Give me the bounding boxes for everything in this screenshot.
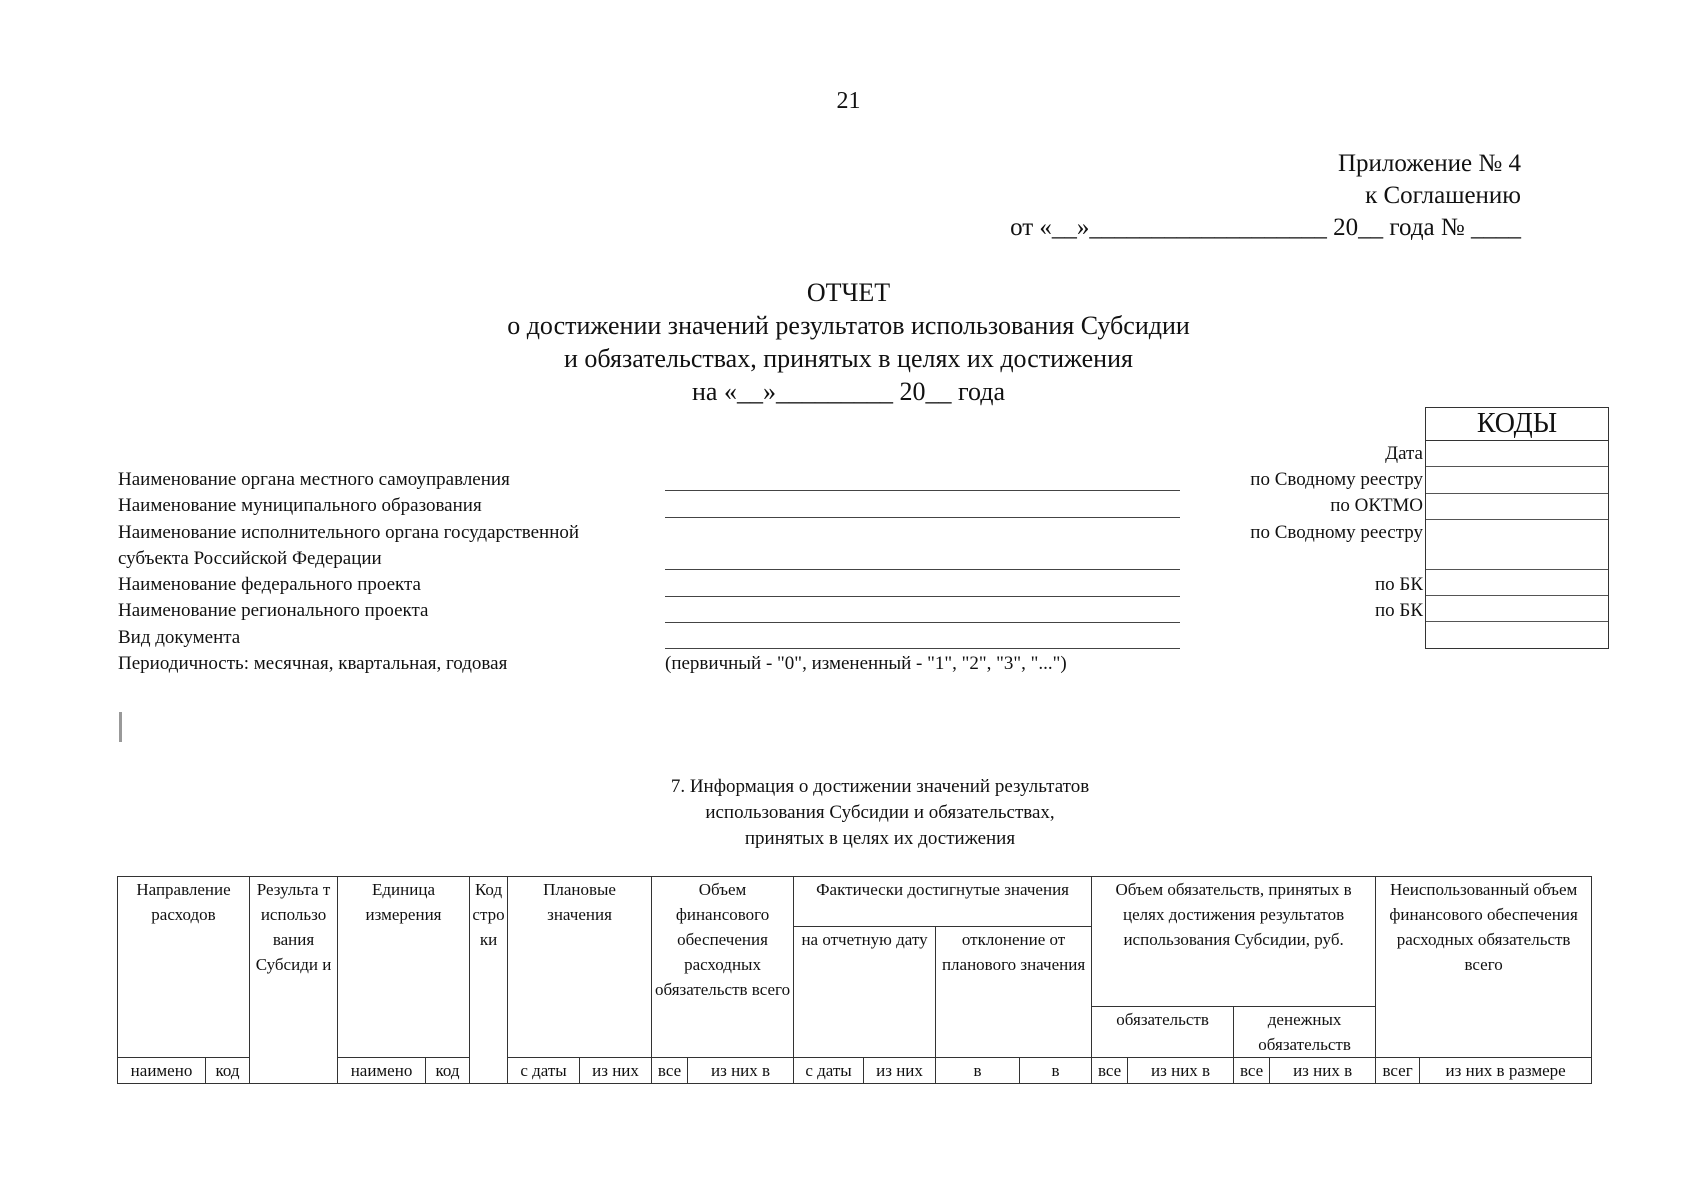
sub-money-of: из них в (1270, 1058, 1376, 1084)
code-cell-bk-2[interactable] (1426, 596, 1608, 622)
sub-deviation-b: в (1020, 1058, 1092, 1084)
report-title-line3: и обязательствах, принятых в целях их достижения (564, 344, 1133, 373)
th-unused: Неиспользованный объем финансового обеспечения расходных обязательств всего (1376, 877, 1592, 1058)
th-actual: Фактически достигнутые значения (794, 877, 1092, 927)
field-line-municipality[interactable] (665, 517, 1180, 518)
th-obl-obligations: обязательств (1092, 1007, 1234, 1058)
th-financing: Объем финансового обеспечения расходных обязательств всего (652, 877, 794, 1058)
code-label-registry: по Сводному реестру (1250, 469, 1423, 490)
code-cell-registry[interactable] (1426, 467, 1608, 494)
code-label-date: Дата (1385, 443, 1423, 464)
field-label-periodicity: Периодичность: месячная, квартальная, годовая (118, 653, 508, 674)
th-actual-deviation: отклонение от планового значения (936, 927, 1092, 1058)
th-obl-money: денежных обязательств (1234, 1007, 1376, 1058)
sub-unit-name: наимено (338, 1058, 426, 1084)
sub-actual-of: из них (864, 1058, 936, 1084)
field-label-executive-body: Наименование исполнительного органа государственной (118, 522, 580, 543)
report-title-main: ОТЧЕТ (806, 278, 891, 307)
sub-plan-from: с даты (508, 1058, 580, 1084)
th-line-code: Код стро ки (470, 877, 508, 1084)
field-line-federal-project[interactable] (665, 596, 1180, 597)
codes-header: КОДЫ (1426, 408, 1608, 441)
page-number: 21 (836, 88, 861, 114)
th-result: Результа т использо вания Субсиди и (250, 877, 338, 1084)
sub-unit-code: код (426, 1058, 470, 1084)
code-label-bk-2: по БК (1374, 600, 1423, 621)
code-cell-oktmo[interactable] (1426, 494, 1608, 520)
codes-box (1425, 407, 1609, 649)
field-label-regional-project: Наименование регионального проекта (118, 600, 429, 621)
code-cell-date[interactable] (1426, 441, 1608, 467)
sub-deviation-a: в (936, 1058, 1020, 1084)
section-title-line1: 7. Информация о достижении значений результатов (670, 776, 1090, 797)
results-table (117, 876, 1592, 1084)
annex-agreement: к Соглашению (1365, 182, 1521, 209)
section-title-line2: использования Субсидии и обязательствах, (705, 802, 1055, 823)
field-line-local-authority[interactable] (665, 490, 1180, 491)
th-obligations: Объем обязательств, принятых в целях достижения результатов использования Субсидии, руб. (1092, 877, 1376, 1007)
field-label-local-authority: Наименование органа местного самоуправления (118, 469, 510, 490)
sub-plan-of: из них (580, 1058, 652, 1084)
code-cell-blank[interactable] (1426, 622, 1608, 648)
sub-direction-name: наимено (118, 1058, 206, 1084)
th-plan: Плановые значения (508, 877, 652, 1058)
section-title-line3: принятых в целях их достижения (744, 828, 1016, 849)
th-actual-date: на отчетную дату (794, 927, 936, 1058)
field-label-doc-type: Вид документа (118, 627, 241, 648)
sub-money-all: все (1234, 1058, 1270, 1084)
doc-type-hint: (первичный - "0", измененный - "1", "2", "3", "...") (665, 653, 1067, 674)
th-unit: Единица измерения (338, 877, 470, 1058)
field-line-regional-project[interactable] (665, 622, 1180, 623)
field-label-municipality: Наименование муниципального образования (118, 495, 482, 516)
report-title-line2: о достижении значений результатов использования Субсидии (507, 311, 1190, 340)
sub-unused-all: всег (1376, 1058, 1420, 1084)
section-title (0, 774, 1697, 852)
sub-fin-of: из них в (688, 1058, 794, 1084)
sub-fin-all: все (652, 1058, 688, 1084)
field-label-executive-body-cont: субъекта Российской Федерации (118, 548, 382, 569)
sub-unused-of: из них в размере (1420, 1058, 1592, 1084)
code-label-oktmo: по ОКТМО (1330, 495, 1423, 516)
code-label-registry-2: по Сводному реестру (1250, 522, 1423, 543)
sub-direction-code: код (206, 1058, 250, 1084)
th-direction: Направление расходов (118, 877, 250, 1058)
code-cell-registry-2[interactable] (1426, 520, 1608, 570)
sub-obl-all: все (1092, 1058, 1128, 1084)
report-title-date: на «__»_________ 20__ года (692, 377, 1005, 406)
text-cursor-marker (119, 712, 122, 742)
field-label-federal-project: Наименование федерального проекта (118, 574, 421, 595)
annex-header (1010, 148, 1521, 244)
report-title (0, 276, 1697, 408)
code-label-bk-1: по БК (1374, 574, 1423, 595)
sub-actual-from: с даты (794, 1058, 864, 1084)
sub-obl-of: из них в (1128, 1058, 1234, 1084)
code-cell-bk-1[interactable] (1426, 570, 1608, 596)
field-line-executive-body[interactable] (665, 569, 1180, 570)
annex-date-number: от «__»___________________ 20__ года № ____ (1010, 214, 1521, 241)
field-line-doc-type[interactable] (665, 648, 1180, 649)
annex-number: Приложение № 4 (1337, 150, 1521, 177)
